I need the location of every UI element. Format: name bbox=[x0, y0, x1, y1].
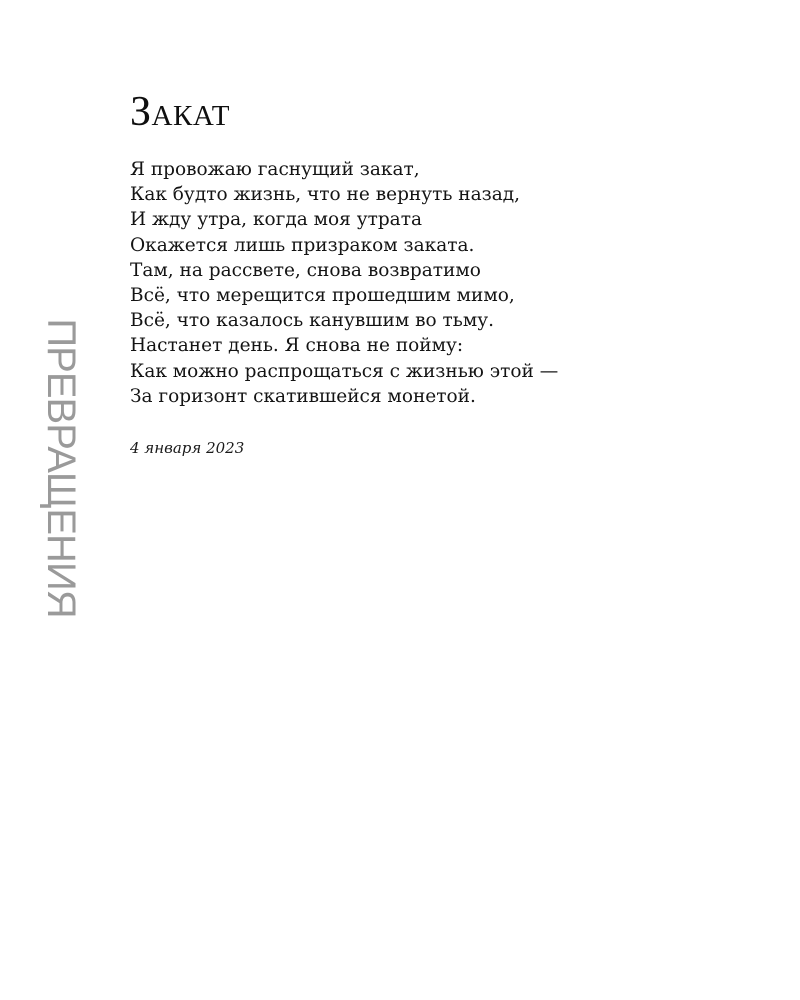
poem-line: За горизонт скатившейся монетой. bbox=[130, 385, 476, 407]
section-label: ПРЕВРАЩЕНИЯ bbox=[39, 318, 83, 618]
poem-line: Как можно распрощаться с жизнью этой — bbox=[130, 360, 559, 382]
poem-line: Настанет день. Я снова не пойму: bbox=[130, 335, 464, 357]
poem-line: Всё, что мерещится прошедшим мимо, bbox=[130, 285, 515, 307]
poem-line: И жду утра, когда моя утрата bbox=[130, 209, 422, 231]
poem-line: Всё, что казалось канувшим во тьму. bbox=[130, 310, 494, 332]
poem-date: 4 января 2023 bbox=[130, 439, 245, 457]
poem-line: Я провожаю гаснущий закат, bbox=[130, 159, 420, 180]
poem-line: Там, на рассвете, снова возвратимо bbox=[130, 259, 481, 281]
poem-line: Окажется лишь призраком заката. bbox=[130, 234, 475, 256]
poem-body bbox=[130, 157, 730, 409]
poem-title: Закат bbox=[130, 89, 230, 135]
poem-line: Как будто жизнь, что не вернуть назад, bbox=[130, 184, 521, 206]
section-label-container bbox=[40, 310, 82, 626]
